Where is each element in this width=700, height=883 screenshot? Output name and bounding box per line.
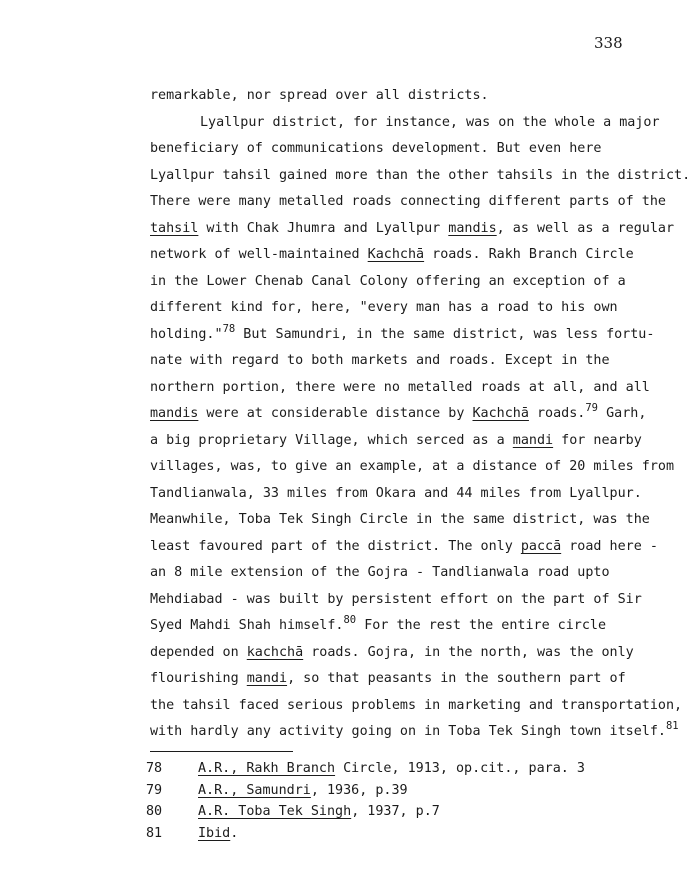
text-run: with hardly any activity going on in Toba Tek Singh town itself. [150, 724, 666, 739]
underlined-term: kachchā [246, 644, 304, 660]
text-line: villages, was, to give an example, at a distance of 20 miles from [150, 459, 675, 474]
text-line: the tahsil faced serious problems in marketing and transportation, [150, 697, 683, 713]
text-run: were at considerable distance by [198, 406, 473, 421]
text-line: in the Lower Chenab Canal Colony offering an exception of a [150, 273, 626, 289]
text-run: flourishing [150, 671, 247, 686]
text-run: Garh, [598, 406, 647, 421]
underlined-term: mandis [150, 406, 199, 421]
text-line: different kind for, here, "every man has a road to his own [150, 300, 618, 315]
footnote-text: Circle, 1913, op.cit., para. 3 [335, 761, 585, 776]
footnote [146, 780, 585, 802]
footnote-number: 79 [146, 782, 163, 798]
footnote-number: 80 [146, 804, 163, 819]
text-line [150, 242, 695, 269]
text-line [150, 534, 695, 561]
text-run: network of well-maintained [150, 247, 368, 262]
footnote-ref: 79 [585, 402, 599, 414]
text-run: depended on [150, 644, 247, 660]
underlined-term: Kachchā [367, 247, 425, 262]
text-run: But Samundri, in the same district, was less fortu- [235, 326, 655, 342]
text-line [150, 719, 695, 746]
footnote-text: . [230, 825, 239, 841]
text-run: for nearby [553, 432, 642, 448]
footnote [146, 801, 585, 823]
text-run: least favoured part of the district. The only [150, 538, 521, 554]
footnote-ref: 81 [665, 720, 679, 732]
text-run: roads. Gojra, in the north, was the only [303, 644, 634, 660]
underlined-term: mandi [246, 671, 288, 686]
footnote-separator [150, 751, 293, 752]
text-run: a big proprietary Village, which serced as a [150, 432, 513, 448]
underlined-term: Kachchā [472, 406, 529, 421]
footnote-number: 81 [146, 825, 163, 841]
footnote [146, 758, 585, 780]
text-run: , so that peasants in the southern part of [287, 671, 626, 686]
text-line [150, 216, 695, 243]
underlined-term: mandi [512, 432, 554, 448]
text-line [150, 640, 695, 667]
text-run: Syed Mahdi Shah himself. [150, 618, 344, 633]
text-line [150, 428, 695, 455]
footnote-source: A.R. Toba Tek Singh [198, 804, 352, 819]
text-line [150, 613, 695, 640]
text-run: For the rest the entire circle [356, 618, 607, 633]
text-line: Lyallpur tahsil gained more than the other tahsils in the district. [150, 167, 691, 183]
text-line [150, 401, 695, 428]
footnote-ref: 78 [222, 322, 236, 335]
text-line: remarkable, nor spread over all districts. [150, 88, 489, 103]
footnote-source: A.R., Rakh Branch [198, 761, 336, 776]
text-line [150, 322, 695, 349]
text-run: , as well as a regular [496, 220, 675, 236]
page-number: 338 [594, 34, 623, 52]
underlined-term: mandis [448, 220, 497, 236]
text-line: Mehdiabad - was built by persistent effort on the part of Sir [150, 591, 642, 607]
text-run: holding." [150, 326, 223, 342]
underlined-term: paccā [520, 538, 562, 554]
text-line: beneficiary of communications development. But even here [150, 141, 602, 156]
text-line: an 8 mile extension of the Gojra - Tandlianwala road upto [150, 565, 610, 580]
footnote-source: A.R., Samundri [198, 782, 311, 798]
text-line: Tandlianwala, 33 miles from Okara and 44 miles from Lyallpur. [150, 485, 642, 501]
footnote-source: Ibid [198, 825, 231, 841]
footnote-ref: 80 [343, 614, 357, 626]
text-line: Meanwhile, Toba Tek Singh Circle in the same district, was the [150, 512, 650, 527]
footnote [146, 823, 585, 845]
body-paragraph [150, 83, 695, 746]
footnote-text: , 1937, p.7 [351, 804, 440, 819]
text-run: road here - [561, 538, 658, 554]
footnotes [146, 758, 585, 844]
text-line: northern portion, there were no metalled roads at all, and all [150, 379, 650, 395]
underlined-term: tahsil [150, 220, 199, 236]
text-line: Lyallpur district, for instance, was on the whole a major [200, 114, 660, 130]
text-line: There were many metalled roads connecting different parts of the [150, 194, 666, 209]
footnote-number: 78 [146, 761, 163, 776]
text-run: roads. [528, 406, 586, 421]
text-line: nate with regard to both markets and roads. Except in the [150, 353, 610, 368]
text-run: with Chak Jhumra and Lyallpur [198, 220, 449, 236]
text-run: roads. Rakh Branch Circle [424, 247, 634, 262]
footnote-text: , 1936, p.39 [310, 782, 408, 798]
text-line [150, 666, 695, 693]
